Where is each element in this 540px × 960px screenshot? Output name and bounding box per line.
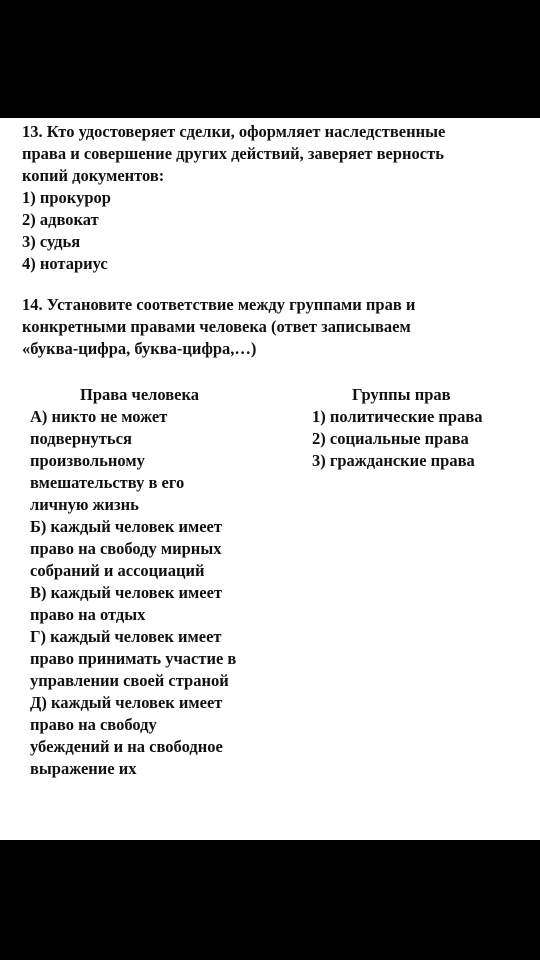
right-item-line: право принимать участие в <box>30 649 237 668</box>
question-14-text-line: конкретными правами человека (ответ записываем <box>22 317 411 336</box>
right-item-line: А) никто не может <box>30 407 168 426</box>
answer-option-3: 3) судья <box>22 232 81 251</box>
question-13-text-line: копий документов: <box>22 166 165 185</box>
right-item-line: личную жизнь <box>30 495 139 514</box>
right-item-line: право на свободу мирных <box>30 539 222 558</box>
human-rights-column <box>30 384 290 780</box>
right-item-line: право на свободу <box>30 715 157 734</box>
right-item-line: подвернуться <box>30 429 132 448</box>
rights-groups-header: Группы прав <box>352 385 451 404</box>
question-14-text-line: «буква-цифра, буква-цифра,…) <box>22 339 257 358</box>
right-item-line: вмешательству в его <box>30 473 185 492</box>
question-14-text-line: 14. Установите соответствие между группами прав и <box>22 295 416 314</box>
rights-group-1: 1) политические права <box>312 407 483 426</box>
right-item-line: Б) каждый человек имеет <box>30 517 222 536</box>
right-item-line: собраний и ассоциаций <box>30 561 205 580</box>
question-13-text-line: 13. Кто удостоверяет сделки, оформляет наследственные <box>22 122 446 141</box>
question-13-text-line: права и совершение других действий, заверяет верность <box>22 144 444 163</box>
question-14 <box>22 294 532 360</box>
rights-group-3: 3) гражданские права <box>312 451 475 470</box>
human-rights-header: Права человека <box>80 385 200 404</box>
answer-option-4: 4) нотариус <box>22 254 108 273</box>
right-item-line: произвольному <box>30 451 145 470</box>
answer-option-1: 1) прокурор <box>22 188 111 207</box>
right-item-line: управлении своей страной <box>30 671 229 690</box>
right-item-line: В) каждый человек имеет <box>30 583 223 602</box>
right-item-line: Г) каждый человек имеет <box>30 627 222 646</box>
question-13 <box>22 121 532 275</box>
right-item-line: выражение их <box>30 759 137 778</box>
right-item-line: право на отдых <box>30 605 146 624</box>
right-item-line: Д) каждый человек имеет <box>30 693 223 712</box>
right-item-line: убеждений и на свободное <box>30 737 223 756</box>
document-page <box>0 118 540 840</box>
answer-option-2: 2) адвокат <box>22 210 99 229</box>
rights-groups-column <box>312 384 537 472</box>
rights-group-2: 2) социальные права <box>312 429 469 448</box>
